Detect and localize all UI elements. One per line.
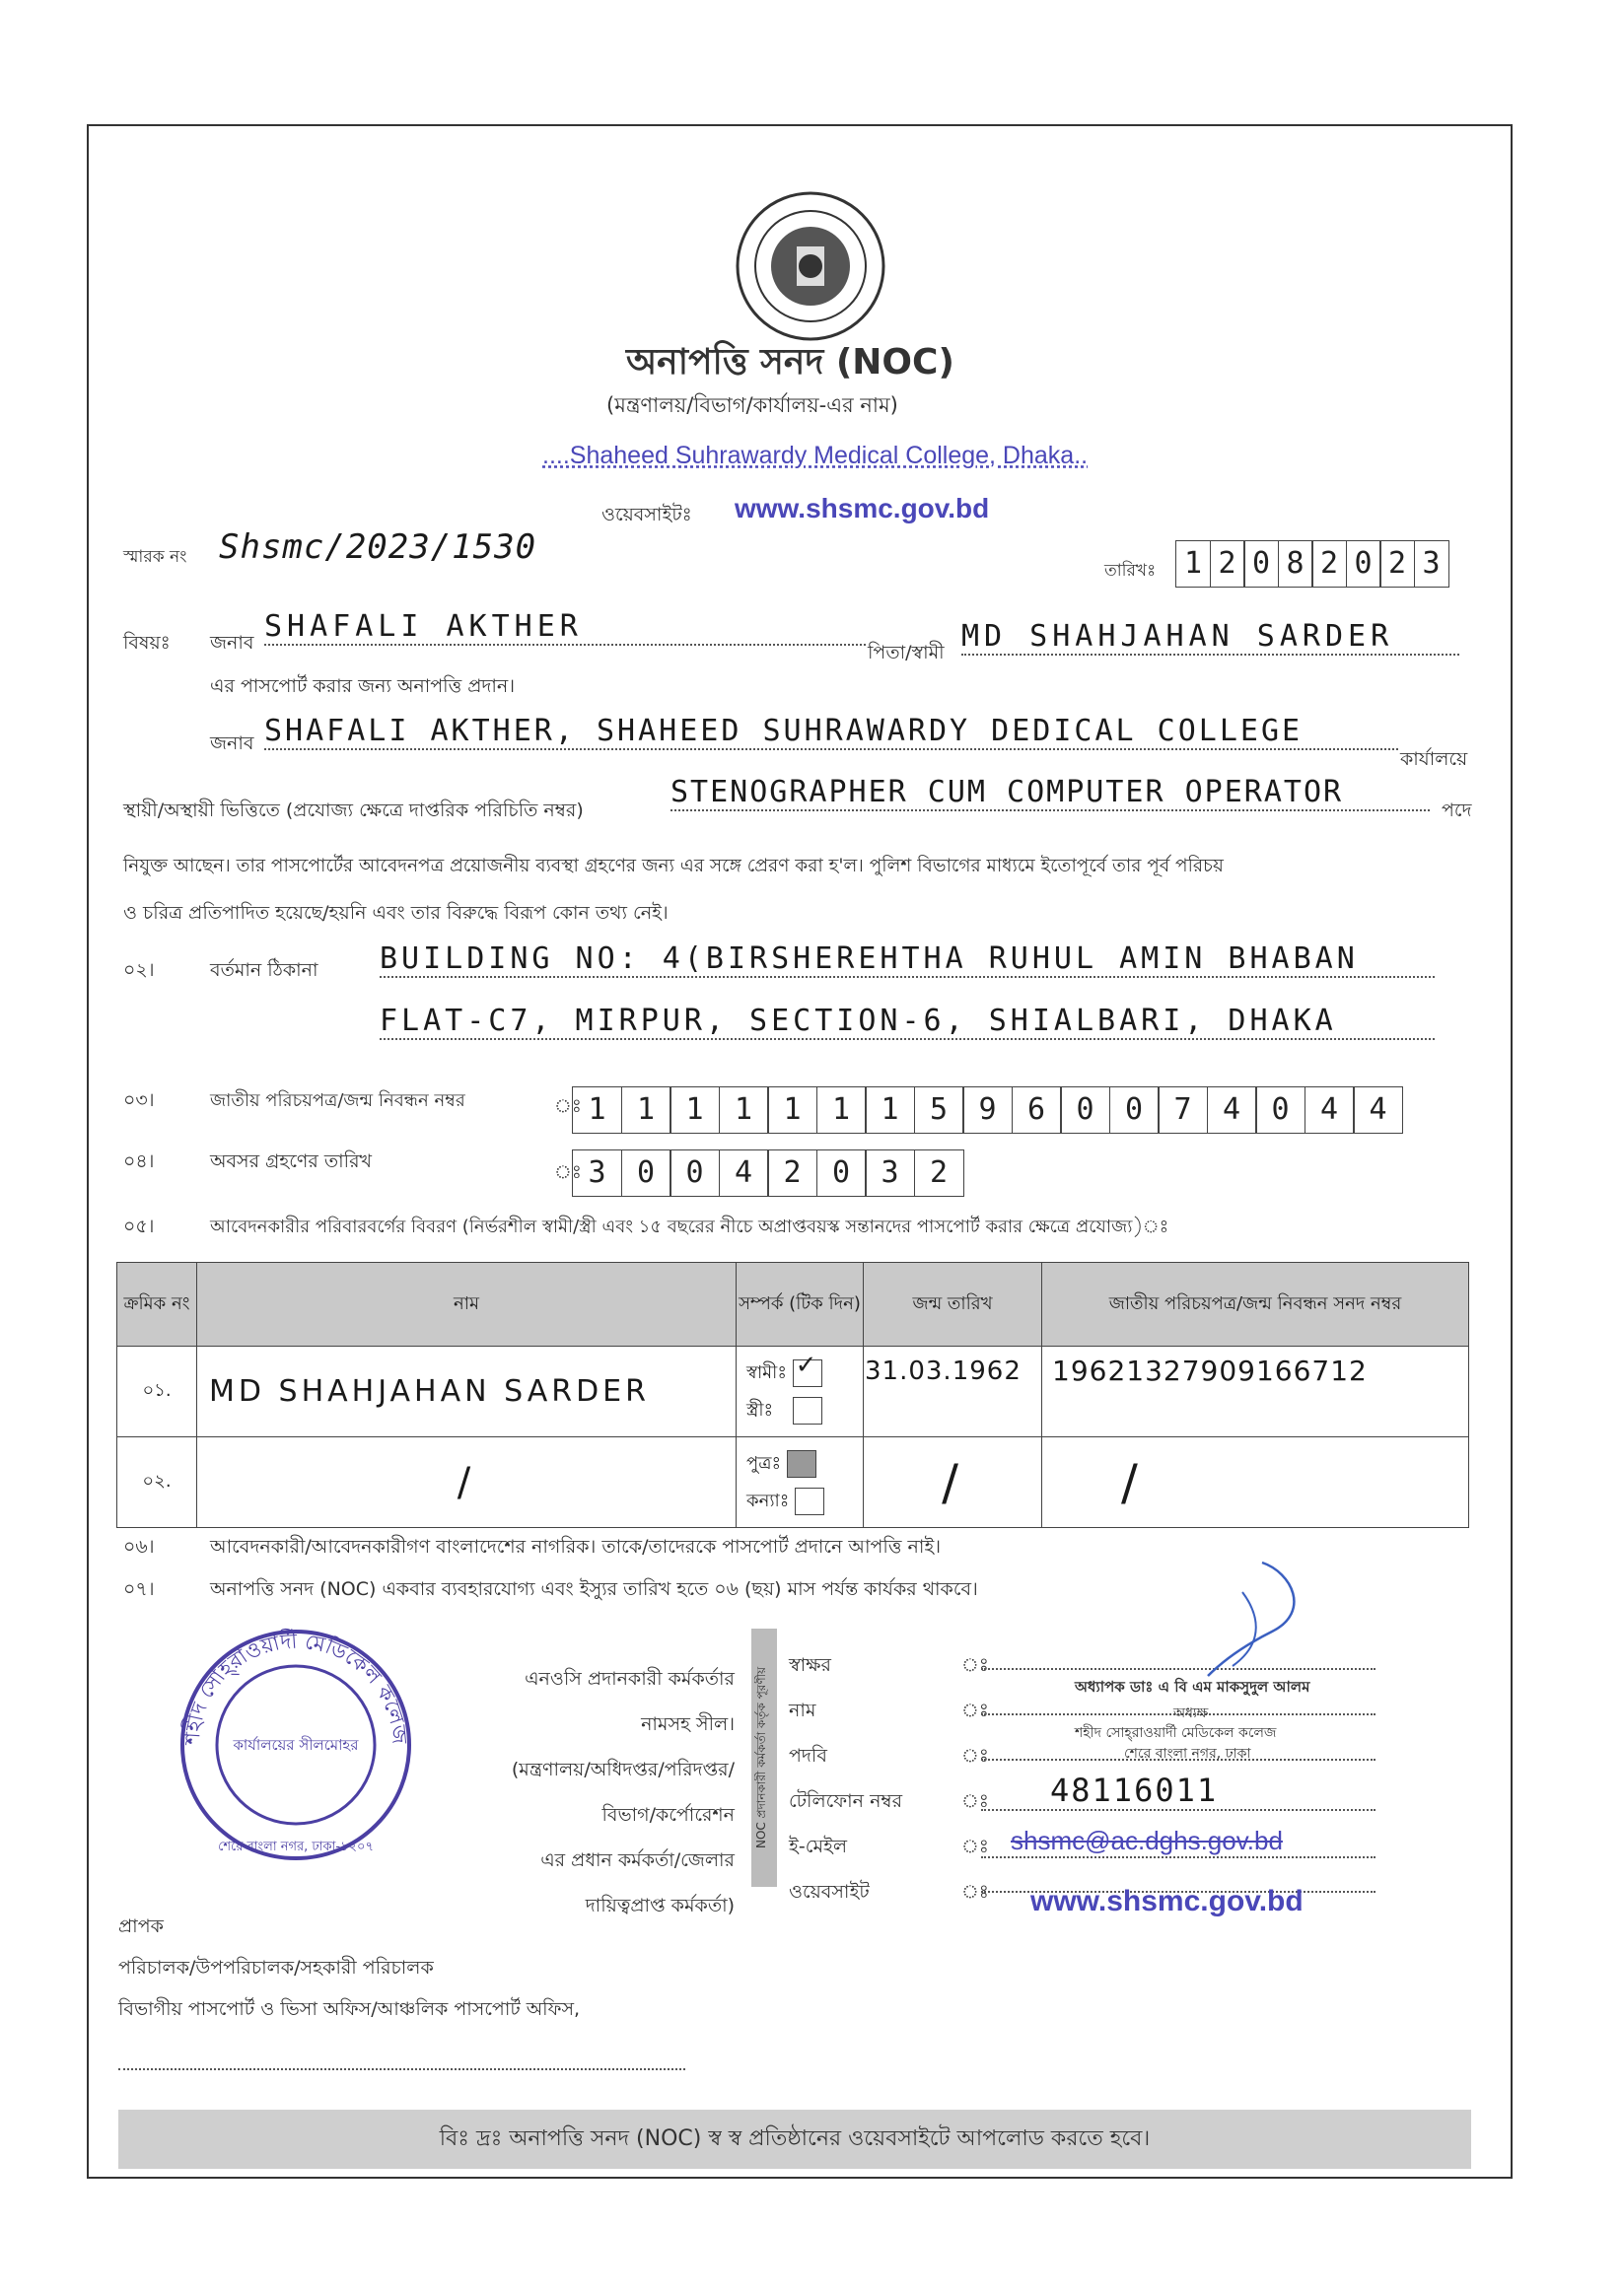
digit-box: 0 bbox=[1346, 540, 1381, 588]
row1-dob: 31.03.1962 bbox=[864, 1347, 1042, 1437]
office-name: ....Shaheed Suhrawardy Medical College, Dhaka.. bbox=[542, 442, 1089, 469]
row1-serial: ০১. bbox=[117, 1347, 197, 1437]
digit-box: 0 bbox=[621, 1149, 671, 1197]
note6-num: ০৬। bbox=[123, 1536, 155, 1558]
address-label: বর্তমান ঠিকানা bbox=[210, 959, 318, 981]
field-name-label: নাম bbox=[789, 1700, 816, 1721]
digit-box: 3 bbox=[1414, 540, 1449, 588]
retire-label: অবসর গ্রহণের তারিখ bbox=[210, 1150, 373, 1172]
signature-scribble bbox=[1203, 1553, 1321, 1681]
family-num: ০৫। bbox=[123, 1216, 155, 1237]
checkmark-icon: ✓ bbox=[795, 1350, 817, 1380]
digit-box: 8 bbox=[1278, 540, 1313, 588]
body-line3: নিযুক্ত আছেন। তার পাসপোর্টের আবেদনপত্র প্রয়োজনীয় ব্যবস্থা গ্রহণের জন্য এর সঙ্গে প্রেরণ করা হ'ল। পুলিশ বিভাগের মাধ্যমে ইতোপূর্বে তার পূর্ব পরিচয় bbox=[123, 856, 1224, 876]
digit-box: 2 bbox=[1311, 540, 1347, 588]
digit-box: 1 bbox=[719, 1086, 769, 1134]
signatory-line: বিভাগ/কর্পোরেশন bbox=[601, 1804, 735, 1826]
subject-label: বিষয়ঃ bbox=[123, 632, 171, 654]
digit-box: 7 bbox=[1158, 1086, 1208, 1134]
note7-text: অনাপত্তি সনদ (NOC) একবার ব্যবহারযোগ্য এবং ইস্যুর তারিখ হতে ০৬ (ছয়) মাস পর্যন্ত কার্যকর থাকবে। bbox=[210, 1578, 978, 1600]
subject-line2: এর পাসপোর্ট করার জন্য অনাপত্তি প্রদান। bbox=[210, 675, 516, 697]
th-name: নাম bbox=[197, 1263, 737, 1347]
body-prefix: জনাব bbox=[210, 732, 254, 754]
digit-box: 0 bbox=[1255, 1086, 1305, 1134]
row1-name: MD SHAHJAHAN SARDER bbox=[197, 1347, 737, 1437]
nid-num: ০৩। bbox=[123, 1089, 155, 1111]
signatory-line: (মন্ত্রণালয়/অধিদপ্তর/পরিদপ্তর/ bbox=[511, 1759, 735, 1780]
seal-bottom: শেরে বাংলা নগর, ঢাকা-১২০৭ bbox=[218, 1840, 374, 1854]
retire-colon: ঃ bbox=[554, 1161, 582, 1183]
digit-box: 0 bbox=[816, 1149, 867, 1197]
memo-label: স্মারক নং bbox=[123, 547, 187, 567]
address-line2: FLAT-C7, MIRPUR, SECTION-6, SHIALBARI, DHAKA bbox=[380, 1004, 1435, 1040]
digit-box: 2 bbox=[914, 1149, 964, 1197]
father-name: MD SHAHJAHAN SARDER bbox=[961, 619, 1459, 656]
digit-box: 1 bbox=[621, 1086, 671, 1134]
email-value: shsmc@ac.dghs.gov.bd bbox=[981, 1826, 1375, 1858]
designation: STENOGRAPHER CUM COMPUTER OPERATOR bbox=[670, 775, 1430, 811]
rel-wife-label: স্ত্রীঃ bbox=[746, 1399, 774, 1421]
nid-colon: ঃ bbox=[554, 1095, 582, 1117]
signatory-fields bbox=[789, 1642, 902, 1914]
digit-box: 0 bbox=[670, 1149, 720, 1197]
side-band bbox=[751, 1629, 777, 1887]
date-label: তারিখঃ bbox=[1104, 561, 1157, 581]
digit-box: 2 bbox=[1210, 540, 1245, 588]
digit-box: 9 bbox=[962, 1086, 1013, 1134]
website-label: ওয়েবসাইটঃ bbox=[601, 504, 692, 525]
th-serial: ক্রমিক নং bbox=[117, 1263, 197, 1347]
digit-box: 1 bbox=[865, 1086, 915, 1134]
row2-relation bbox=[737, 1437, 864, 1528]
daughter-checkbox[interactable] bbox=[795, 1488, 824, 1515]
stamp-name: অধ্যাপক ডাঃ এ বি এম মাকসুদুল আলম bbox=[1075, 1678, 1310, 1696]
digit-box: 3 bbox=[572, 1149, 622, 1197]
digit-box: 1 bbox=[816, 1086, 867, 1134]
side-band-text: NOC প্রদানকারী কর্মকর্তা কর্তৃক পূরণীয় bbox=[754, 1666, 768, 1849]
signatory-line: নামসহ সীল। bbox=[641, 1713, 735, 1735]
row2-name: / bbox=[197, 1437, 737, 1528]
basis-text: স্থায়ী/অস্থায়ী ভিত্তিতে (প্রযোজ্য ক্ষেত্রে দাপ্তরিক পরিচিতি নম্বর) bbox=[123, 800, 584, 821]
recipient-label: প্রাপক bbox=[118, 1915, 164, 1937]
digit-box: 0 bbox=[1243, 540, 1279, 588]
nid-label: জাতীয় পরিচয়পত্র/জন্ম নিবন্ধন নম্বর bbox=[210, 1090, 465, 1111]
signatory-website: www.shsmc.gov.bd bbox=[1030, 1885, 1304, 1917]
row2-dob: / bbox=[864, 1437, 1042, 1528]
digit-box: 4 bbox=[1353, 1086, 1403, 1134]
digit-box: 1 bbox=[572, 1086, 622, 1134]
document-title: অনাপত্তি সনদ (NOC) bbox=[626, 342, 954, 383]
field-phone-label: টেলিফোন নম্বর bbox=[789, 1790, 903, 1812]
memo-value: Shsmc/2023/1530 bbox=[219, 527, 537, 567]
recipient-address-line bbox=[118, 2068, 685, 2070]
son-checkbox[interactable] bbox=[787, 1450, 816, 1478]
digit-box: 0 bbox=[1109, 1086, 1160, 1134]
row1-nid: 19621327909166712 bbox=[1042, 1347, 1469, 1437]
digit-box: 5 bbox=[914, 1086, 964, 1134]
digit-box: 4 bbox=[1207, 1086, 1257, 1134]
husband-checkbox[interactable] bbox=[793, 1350, 822, 1387]
table-row bbox=[117, 1437, 1469, 1528]
employee-name-office: SHAFALI AKTHER, SHAHEED SUHRAWARDY DEDICAL COLLEGE bbox=[264, 714, 1398, 750]
address-line1: BUILDING NO: 4(BIRSHEREHTHA RUHUL AMIN BHABAN bbox=[380, 941, 1435, 978]
wife-checkbox[interactable] bbox=[793, 1397, 822, 1425]
signatory-left bbox=[512, 1656, 735, 1928]
seal-center: কার্যালয়ের সীলমোহর bbox=[233, 1736, 359, 1754]
government-emblem bbox=[732, 187, 889, 345]
retire-boxes bbox=[572, 1149, 962, 1197]
note6-text: আবেদনকারী/আবেদনকারীগণ বাংলাদেশের নাগরিক। তাকে/তাদেরকে পাসপোর্ট প্রদানে আপত্তি নাই। bbox=[210, 1536, 942, 1558]
th-relation: সম্পর্ক (টিক দিন) bbox=[737, 1263, 864, 1347]
rel-son-label: পুত্রঃ bbox=[746, 1452, 782, 1474]
th-nid: জাতীয় পরিচয়পত্র/জন্ম নিবন্ধন সনদ নম্বর bbox=[1042, 1263, 1469, 1347]
signatory-colons: ঃ ঃ ঃ ঃ ঃ ঃ bbox=[961, 1654, 989, 1903]
stamp-inst: শহীদ সোহ্‌রাওয়ার্দী মেডিকেল কলেজ bbox=[1075, 1725, 1277, 1741]
nid-boxes bbox=[572, 1086, 1402, 1134]
footer-note: বিঃ দ্রঃ অনাপত্তি সনদ (NOC) স্ব স্ব প্রতিষ্ঠানের ওয়েবসাইটে আপলোড করতে হবে। bbox=[118, 2110, 1471, 2169]
digit-box: 4 bbox=[1305, 1086, 1355, 1134]
field-signature-label: স্বাক্ষর bbox=[789, 1654, 831, 1676]
digit-box: 1 bbox=[767, 1086, 817, 1134]
office-seal bbox=[173, 1622, 419, 1868]
th-dob: জন্ম তারিখ bbox=[864, 1263, 1042, 1347]
designation-suffix: পদে bbox=[1442, 800, 1472, 821]
subject-name: SHAFALI AKTHER bbox=[264, 609, 866, 646]
row1-relation bbox=[737, 1347, 864, 1437]
office-suffix: কার্যালয়ে bbox=[1400, 748, 1468, 770]
field-designation-label: পদবি bbox=[789, 1745, 827, 1767]
signatory-line: এনওসি প্রদানকারী কর্মকর্তার bbox=[525, 1668, 735, 1690]
svg-text:শহীদ সোহ্‌রাওয়ার্দী মেডিকেল ক bbox=[180, 1629, 412, 1747]
signatory-line: দায়িত্বপ্রাপ্ত কর্মকর্তা) bbox=[585, 1895, 735, 1916]
digit-box: 3 bbox=[865, 1149, 915, 1197]
digit-box: 4 bbox=[719, 1149, 769, 1197]
father-label: পিতা/স্বামী bbox=[868, 642, 945, 663]
field-email-label: ই-মেইল bbox=[789, 1836, 848, 1857]
digit-box: 2 bbox=[1379, 540, 1415, 588]
seal-text: শহীদ সোহ্‌রাওয়ার্দী মেডিকেল কলেজ bbox=[179, 1629, 412, 1746]
digit-box: 6 bbox=[1012, 1086, 1062, 1134]
date-boxes bbox=[1175, 540, 1447, 588]
note7-num: ০৭। bbox=[123, 1578, 155, 1600]
digit-box: 2 bbox=[767, 1149, 817, 1197]
rel-husband-label: স্বামীঃ bbox=[746, 1361, 787, 1383]
recipient-line1: পরিচালক/উপপরিচালক/সহকারী পরিচালক bbox=[118, 1957, 434, 1979]
recipient-line2: বিভাগীয় পাসপোর্ট ও ভিসা অফিস/আঞ্চলিক পাসপোর্ট অফিস, bbox=[118, 1998, 581, 2020]
body-line4: ও চরিত্র প্রতিপাদিত হয়েছে/হয়নি এবং তার বিরুদ্ধে বিরূপ কোন তথ্য নেই। bbox=[123, 902, 669, 924]
digit-box: 1 bbox=[670, 1086, 720, 1134]
signatory-line: এর প্রধান কর্মকর্তা/জেলার bbox=[540, 1849, 735, 1871]
retire-num: ০৪। bbox=[123, 1150, 155, 1172]
digit-box: 0 bbox=[1060, 1086, 1110, 1134]
family-label: আবেদনকারীর পরিবারবর্গের বিবরণ (নির্ভরশীল স্বামী/স্ত্রী এবং ১৫ বছরের নীচে অপ্রাপ্তবয়স্ক সন্তানদের পাসপোর্ট করার ক্ষেত্রে প্রযোজ্য)ঃ bbox=[210, 1217, 1169, 1237]
document-subtitle: (মন্ত্রণালয়/বিভাগ/কার্যালয়-এর নাম) bbox=[606, 393, 898, 417]
subject-prefix: জনাব bbox=[210, 632, 254, 654]
row2-serial: ০২. bbox=[117, 1437, 197, 1528]
digit-box: 1 bbox=[1175, 540, 1211, 588]
field-website-label: ওয়েবসাইট bbox=[789, 1881, 870, 1903]
row2-nid: / bbox=[1042, 1437, 1469, 1528]
address-num: ০২। bbox=[123, 959, 155, 981]
rel-daughter-label: কন্যাঃ bbox=[746, 1490, 790, 1511]
table-row bbox=[117, 1347, 1469, 1437]
stamp-addr: শেরে বাংলা নগর, ঢাকা bbox=[1124, 1746, 1251, 1762]
family-table bbox=[116, 1262, 1469, 1528]
website-value: www.shsmc.gov.bd bbox=[735, 493, 990, 523]
stamp-role: অধ্যক্ষ bbox=[1173, 1705, 1209, 1721]
phone-value: 48116011 bbox=[981, 1772, 1375, 1811]
